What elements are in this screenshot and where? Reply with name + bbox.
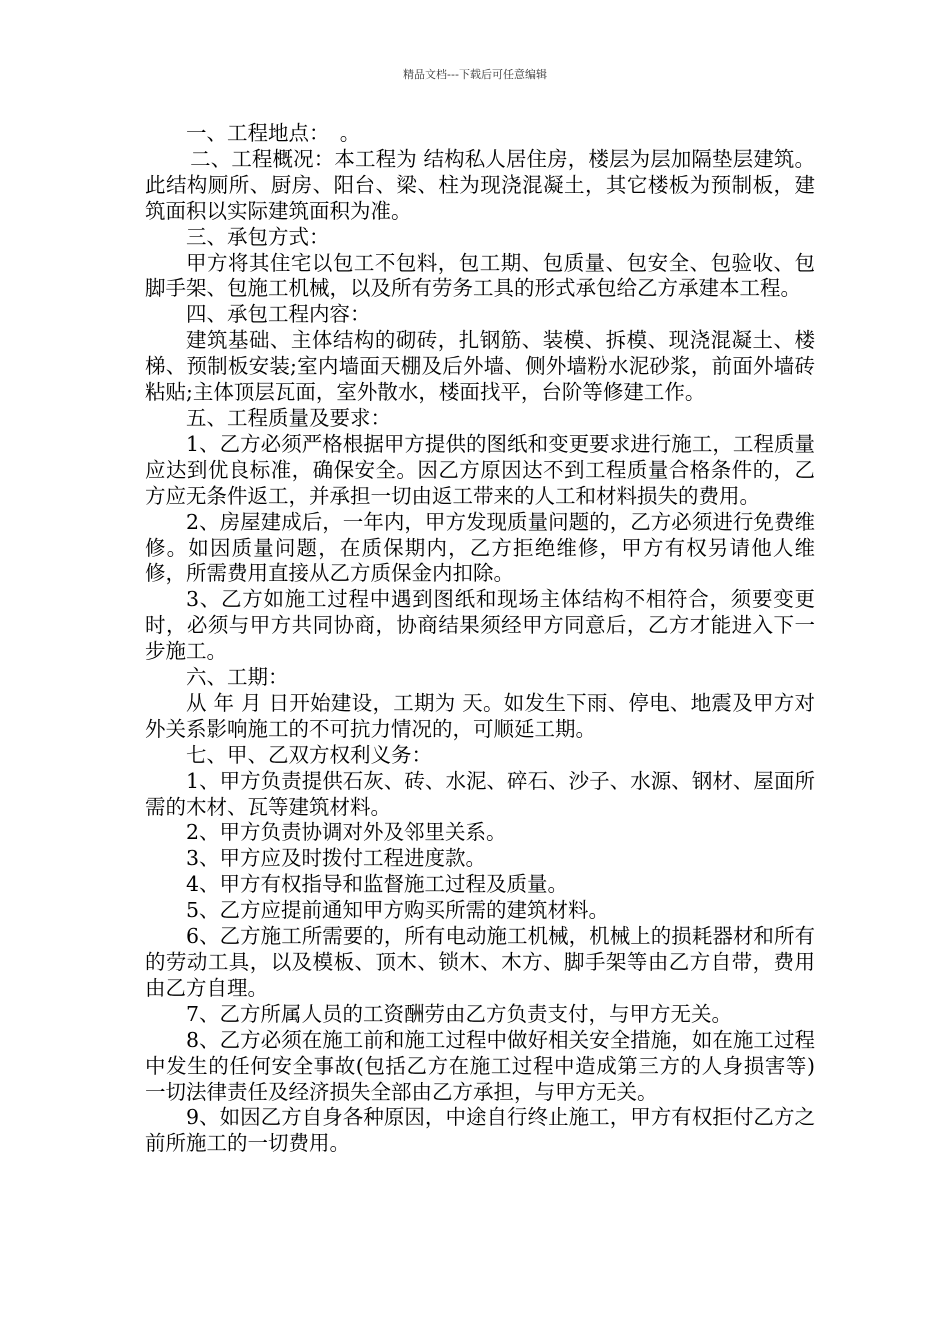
section-6-heading: 六、工期： <box>186 665 289 690</box>
section-3-heading: 三、承包方式： <box>186 224 330 249</box>
section-7-item-3: 3、甲方应及时拨付工程进度款。 <box>186 846 487 871</box>
section-3-content: 甲方将其住宅以包工不包料，包工期、包质量、包安全、包验收、包脚手架、包施工机械，以及所有劳务工具的形式承包给乙方承建本工程。 <box>145 250 815 301</box>
section-5-item-2: 2、房屋建成后，一年内，甲方发现质量问题的，乙方必须进行免费维修。如因质量问题，在质保期内，乙方拒绝维修，甲方有权另请他人维修，所需费用直接从乙方质保金内扣除。 <box>145 509 815 586</box>
section-7-item-1: 1、甲方负责提供石灰、砖、水泥、碎石、沙子、水源、钢材、屋面所需的木材、瓦等建筑材料。 <box>145 768 815 819</box>
section-7-item-4: 4、甲方有权指导和监督施工过程及质量。 <box>186 872 569 897</box>
section-2-overview: 二、工程概况：本工程为 结构私人居住房，楼层为层加隔垫层建筑。此结构厕所、厨房、阳台、梁、柱为现浇混凝土，其它楼板为预制板，建筑面积以实际建筑面积为准。 <box>145 146 815 223</box>
section-7-item-2: 2、甲方负责协调对外及邻里关系。 <box>186 820 507 845</box>
section-7-heading: 七、甲、乙双方权利义务： <box>186 742 432 767</box>
section-7-item-7: 7、乙方所属人员的工资酬劳由乙方负责支付，与甲方无关。 <box>186 1001 733 1026</box>
section-1-location: 一、工程地点： 。 <box>186 121 361 145</box>
section-6-content: 从 年 月 日开始建设，工期为 天。如发生下雨、停电、地震及甲方对外关系影响施工的不可抗力情况的，可顺延工期。 <box>145 690 815 741</box>
section-7-item-9: 9、如因乙方自身各种原因，中途自行终止施工，甲方有权拒付乙方之前所施工的一切费用。 <box>145 1105 815 1156</box>
section-4-heading: 四、承包工程内容： <box>186 302 371 327</box>
contract-body <box>145 121 815 1157</box>
section-5-heading: 五、工程质量及要求： <box>186 405 391 430</box>
section-4-content: 建筑基础、主体结构的砌砖，扎钢筋、装模、拆模、现浇混凝土、楼梯、预制板安装;室内墙面天棚及后外墙、侧外墙粉水泥砂浆，前面外墙砖粘贴;主体顶层瓦面，室外散水，楼面找平，台阶等修建工作。 <box>145 328 815 405</box>
section-5-item-1: 1、乙方必须严格根据甲方提供的图纸和变更要求进行施工，工程质量应达到优良标准，确保安全。因乙方原因达不到工程质量合格条件的，乙方应无条件返工，并承担一切由返工带来的人工和材料损失的费用。 <box>145 431 815 508</box>
section-7-item-8: 8、乙方必须在施工前和施工过程中做好相关安全措施，如在施工过程中发生的任何安全事故(包括乙方在施工过程中造成第三方的人身损害等)一切法律责任及经济损失全部由乙方承担，与甲方无关。 <box>145 1027 815 1104</box>
section-7-item-5: 5、乙方应提前通知甲方购买所需的建筑材料。 <box>186 898 610 923</box>
page-header: 精品文档---下载后可任意编辑 <box>403 68 547 81</box>
section-7-item-6: 6、乙方施工所需要的，所有电动施工机械，机械上的损耗器材和所有的劳动工具，以及模板、顶木、锁木、木方、脚手架等由乙方自带，费用由乙方自理。 <box>145 924 815 1000</box>
section-5-item-3: 3、乙方如施工过程中遇到图纸和现场主体结构不相符合，须要变更时，必须与甲方共同协商，协商结果须经甲方同意后，乙方才能进入下一步施工。 <box>145 587 815 664</box>
